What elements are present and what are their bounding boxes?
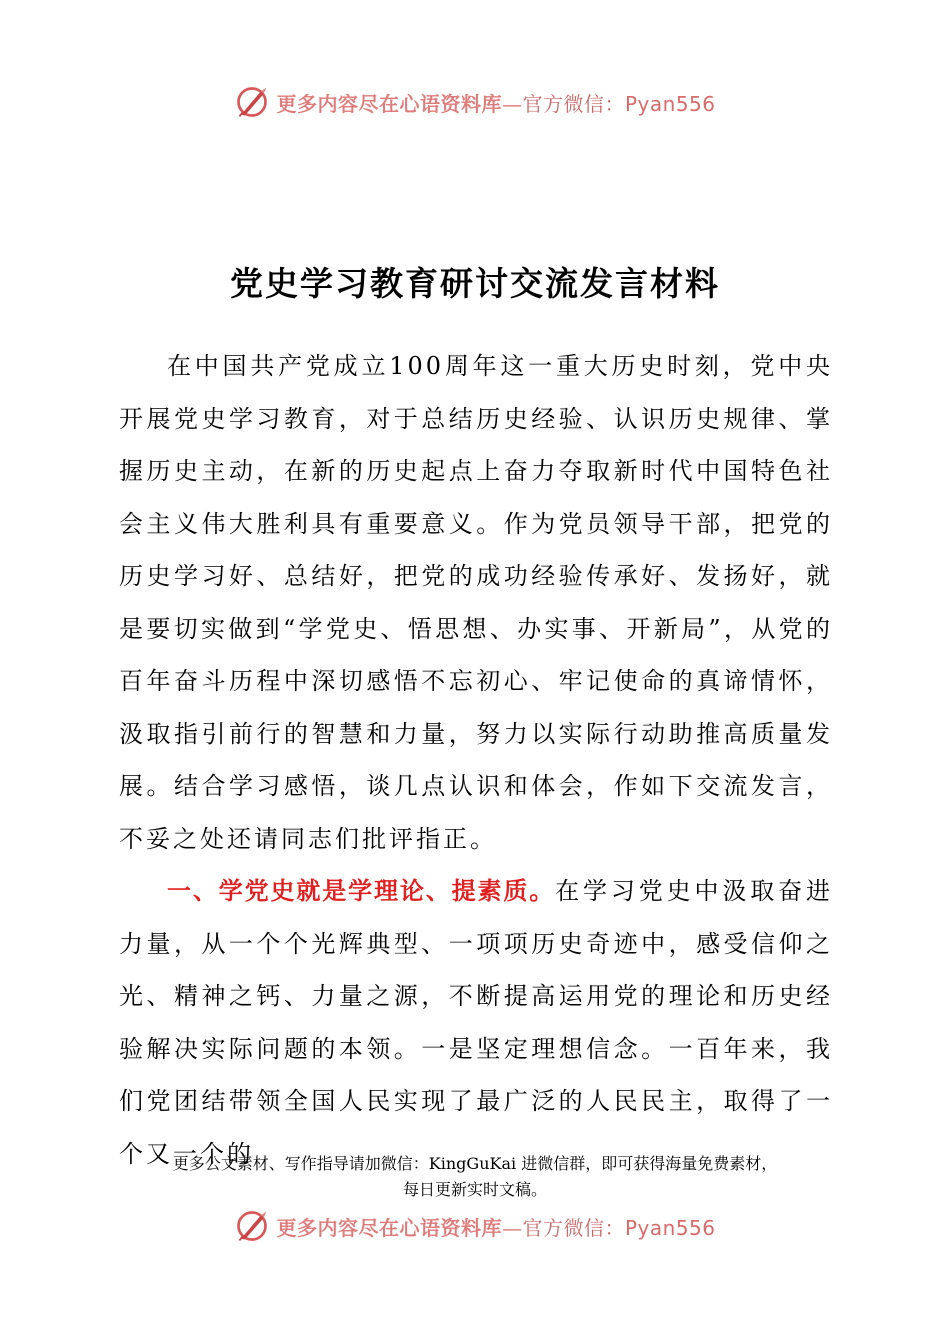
footer-note	[0, 1151, 950, 1203]
watermark-banner-bottom	[0, 1206, 950, 1246]
document-title: 党史学习教育研讨交流发言材料	[230, 264, 720, 303]
watermark-text: 更多内容尽在心语资料库—官方微信：Pyan556	[276, 91, 716, 116]
footer-line-2: 每日更新实时文稿。	[402, 1180, 547, 1199]
section-1-paragraph	[119, 865, 833, 1180]
intro-paragraph: 在中国共产党成立100周年这一重大历史时刻，党中央开展党史学习教育，对于总结历史经验、认识历史规律、掌握历史主动，在新的历史起点上奋力夺取新时代中国特色社会主义伟大胜利具有重要意义。作为党员领导干部，把党的历史学习好、总结好，把党的成功经验传承好、发扬好，就是要切实做到“学党史、悟思想、办实事、开新局”，从党的百年奋斗历程中深切感悟不忘初心、牢记使命的真谛情怀，汲取指引前行的智慧和力量，努力以实际行动助推高质量发展。结合学习感悟，谈几点认识和体会，作如下交流发言，不妥之处还请同志们批评指正。	[119, 352, 833, 853]
section-1-text: 在学习党史中汲取奋进力量，从一个个光辉典型、一项项历史奇迹中，感受信仰之光、精神之钙、力量之源，不断提高运用党的理论和历史经验解决实际问题的本领。一是坚定理想信念。一百年来，我们党团结带领全国人民实现了最广泛的人民民主，取得了一个又一个的	[119, 877, 833, 1168]
quill-pen-logo-icon	[234, 84, 270, 120]
footer-line-1: 更多公文素材、写作指导请加微信：KingGuKai 进微信群，即可获得海量免费素材，	[172, 1154, 778, 1173]
document-body	[119, 340, 833, 1180]
watermark-banner-top	[0, 82, 950, 122]
watermark-text: 更多内容尽在心语资料库—官方微信：Pyan556	[276, 1215, 716, 1240]
quill-pen-logo-icon	[234, 1208, 270, 1244]
section-1-heading: 一、学党史就是学理论、提素质。	[167, 876, 556, 905]
